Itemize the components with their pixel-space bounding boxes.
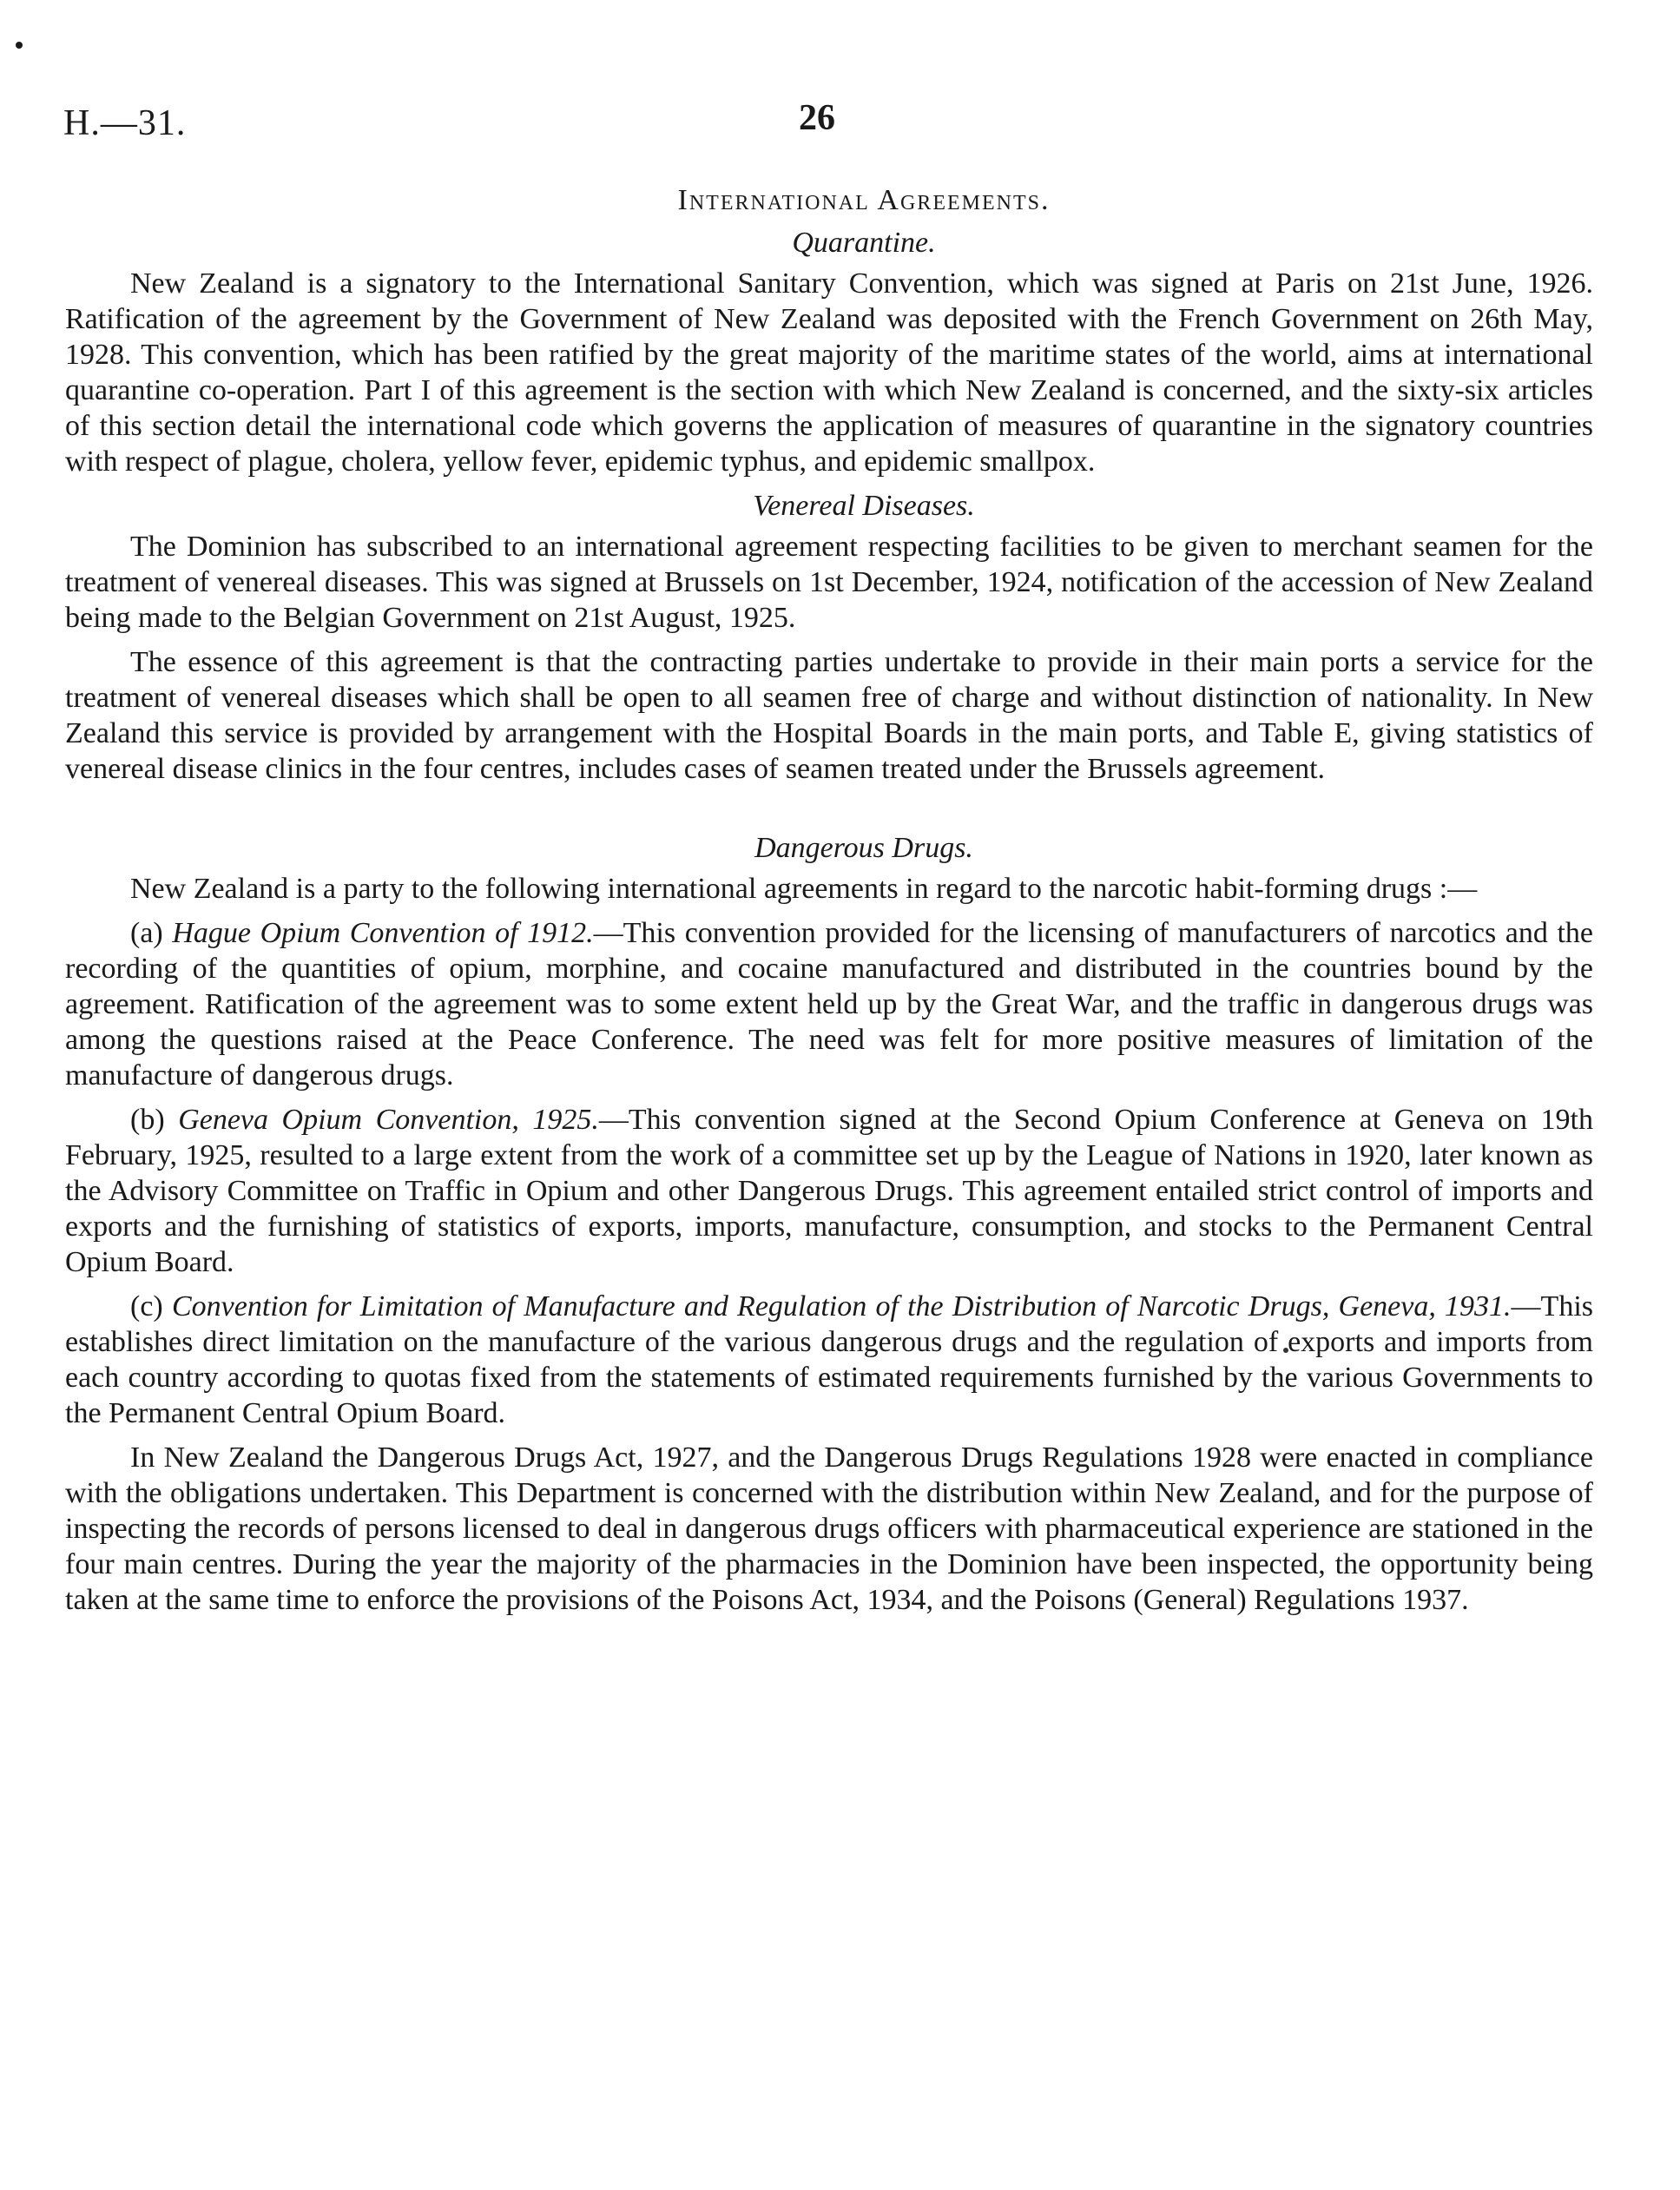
agreement-c-text: —This establishes direct limitation on the manufacture of the various dangerous drugs and the regulation of exports and imports from each country according to quotas fixed from the statements of estimated requirements furnished by the various Governments to the Permanent Central Opium Board.: [65, 1290, 1593, 1429]
agreement-c-paragraph: [65, 1289, 1593, 1431]
drugs-heading: Dangerous Drugs.: [754, 832, 973, 864]
section-gap: [65, 795, 1593, 830]
quarantine-heading: Quarantine.: [792, 227, 936, 259]
agreement-c-title: Convention for Limitation of Manufacture and Regulation of the Distribution of Narcotic Drugs, Geneva, 1931.: [171, 1290, 1512, 1323]
agreement-a-title: Hague Opium Convention of 1912.: [172, 917, 594, 949]
agreement-a-text: —This convention provided for the licensing of manufacturers of narcotics and the recording of the quantities of opium, morphine, and cocaine manufactured and distributed in the countries bound by the agreement. Ratification of the agreement was to some extent held up by the Great War, and the traffic in dangerous drugs was among the questions raised at the Peace Conference. The need was felt for more positive measures of limitation of the manufacture of dangerous drugs.: [65, 917, 1593, 1092]
agreement-b-paragraph: [65, 1102, 1593, 1280]
venereal-paragraph-2: The essence of this agreement is that the contracting parties undertake to provide in their main ports a service for the treatment of venereal diseases which shall be open to all seamen free of charge and without distinction of nationality. In New Zealand this service is provided by arrangement with the Hospital Boards in the main ports, and Table E, giving statistics of venereal disease clinics in the four centres, includes cases of seamen treated under the Brussels agreement.: [65, 646, 1593, 785]
agreement-c-label: (c): [130, 1290, 163, 1323]
agreement-a-paragraph: [65, 915, 1593, 1093]
page-body: [65, 182, 1593, 1626]
venereal-paragraph-1: The Dominion has subscribed to an international agreement respecting facilities to be given to merchant seamen for the treatment of venereal diseases. This was signed at Brussels on 1st December, 1924, notification of the accession of New Zealand being made to the Belgian Government on 21st August, 1925.: [65, 531, 1593, 634]
margin-dot: [16, 42, 23, 49]
document-reference: H.—31.: [63, 103, 187, 143]
main-heading: International Agreements.: [677, 184, 1051, 216]
drugs-intro-paragraph: New Zealand is a party to the following international agreements in regard to the narcotic habit-forming drugs :—: [130, 873, 1478, 905]
page-number: 26: [799, 98, 835, 138]
agreement-b-label: (b): [130, 1104, 165, 1136]
agreement-b-title: Geneva Opium Convention, 1925.: [178, 1104, 599, 1136]
closing-paragraph: In New Zealand the Dangerous Drugs Act, 1927, and the Dangerous Drugs Regulations 1928 were enacted in compliance with the obligations undertaken. This Department is concerned with the distribution within New Zealand, and for the purpose of inspecting the records of persons licensed to deal in dangerous drugs officers with pharmaceutical experience are stationed in the four main centres. During the year the majority of the pharmacies in the Dominion have been inspected, the opportunity being taken at the same time to enforce the provisions of the Poisons Act, 1934, and the Poisons (General) Regulations 1937.: [65, 1441, 1593, 1616]
agreement-a-label: (a): [130, 917, 163, 949]
agreement-b-text: —This convention signed at the Second Opium Conference at Geneva on 19th February, 1925, resulted to a large extent from the work of a committee set up by the League of Nations in 1920, later known as the Advisory Committee on Traffic in Opium and other Dangerous Drugs. This agreement entailed strict control of imports and exports and the furnishing of statistics of exports, imports, manufacture, consumption, and stocks to the Permanent Central Opium Board.: [65, 1104, 1594, 1278]
venereal-heading: Venereal Diseases.: [753, 490, 975, 522]
quarantine-paragraph: New Zealand is a signatory to the International Sanitary Convention, which was signed at Paris on 21st June, 1926. Ratification of the agreement by the Government of New Zealand was deposited with the French Government on 26th May, 1928. This convention, which has been ratified by the great majority of the maritime states of the world, aims at international quarantine co-operation. Part I of this agreement is the section with which New Zealand is concerned, and the sixty-six articles of this section detail the international code which governs the application of measures of quarantine in the signatory countries with respect of plague, cholera, yellow fever, epidemic typhus, and epidemic smallpox.: [65, 267, 1593, 478]
